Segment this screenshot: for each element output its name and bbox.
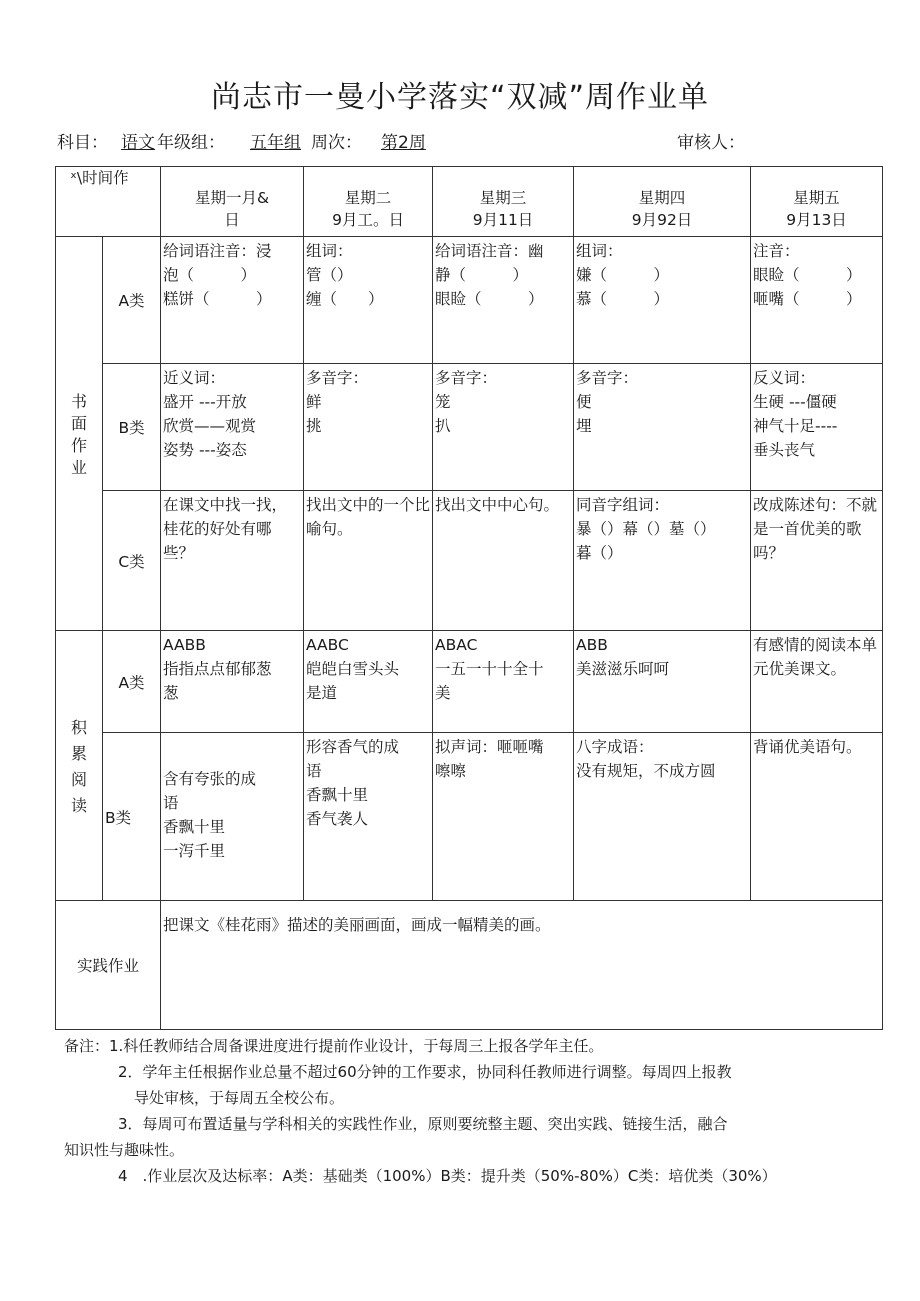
level-label: A类	[103, 631, 161, 733]
cell: 八字成语： 没有规矩，不成方圆	[574, 733, 751, 901]
cell: 给词语注音：浸 泡（ ） 糕饼（ ）	[161, 237, 304, 364]
day-header: 星期一月& 日	[161, 167, 304, 237]
cell: 形容香气的成 语 香飘十里 香气袭人	[304, 733, 433, 901]
practice-cell: 把课文《桂花雨》描述的美丽画面，画成一幅精美的画。	[161, 901, 883, 1030]
level-label: A类	[103, 237, 161, 364]
note-line: 导处审核，于每周五全校公布。	[134, 1089, 345, 1107]
note-line: 4 .作业层次及达标率：A类：基础类（100%）B类：提升类（50%-80%）C类：培优类（30%）	[118, 1167, 777, 1185]
level-label: C类	[103, 491, 161, 631]
cell: AABC 皑皑白雪头头 是道	[304, 631, 433, 733]
day-header: 星期五 9月13日	[751, 167, 883, 237]
homework-table	[55, 166, 883, 1030]
cell: 反义词： 生硬 ---僵硬 神气十足---- 垂头丧气	[751, 364, 883, 491]
cell: AABB 指指点点郁郁葱 葱	[161, 631, 304, 733]
grade-value: 五年组	[250, 133, 301, 153]
cell: 同音字组词： 暴（）幕（）墓（） 暮（）	[574, 491, 751, 631]
section-reading: 积累阅读	[56, 631, 103, 901]
written-c-row	[56, 491, 883, 631]
cell: ABAC 一五一十十全十 美	[433, 631, 574, 733]
header-row	[56, 167, 883, 237]
notes	[64, 1033, 879, 1189]
note-line: 2．学年主任根据作业总量不超过60分钟的工作要求，协同科任教师进行调整。每周四上报教	[118, 1063, 732, 1081]
cell: 注音： 眼睑（ ） 咂嘴（ ）	[751, 237, 883, 364]
cell: 改成陈述句：不就是一首优美的歌吗？	[751, 491, 883, 631]
subject-label: 科目：	[57, 133, 108, 153]
cell: 多音字： 鲜 挑	[304, 364, 433, 491]
practice-row	[56, 901, 883, 1030]
cell: ABB 美滋滋乐呵呵	[574, 631, 751, 733]
reviewer-label: 审核人：	[677, 133, 745, 153]
cell: 多音字： 便 埋	[574, 364, 751, 491]
cell: 找出文中的一个比喻句。	[304, 491, 433, 631]
cell: 近义词： 盛开 ---开放 欣赏——观赏 姿势 ---姿态	[161, 364, 304, 491]
page-title: 尚志市一曼小学落实“双减”周作业单	[210, 80, 710, 115]
note-line: 3．每周可布置适量与学科相关的实践性作业，原则要统整主题、突出实践、链接生活，融合	[118, 1115, 728, 1133]
day-header: 星期二 9月工。日	[304, 167, 433, 237]
written-a-row	[56, 237, 883, 364]
cell: 组词： 管（） 缠（ ）	[304, 237, 433, 364]
cell: 在课文中找一找，桂花的好处有哪些？	[161, 491, 304, 631]
level-label: B类	[103, 733, 161, 901]
level-label: B类	[103, 364, 161, 491]
corner-cell: ˣ\时间作	[56, 167, 161, 237]
written-b-row	[56, 364, 883, 491]
reading-a-row	[56, 631, 883, 733]
day-header: 星期三 9月11日	[433, 167, 574, 237]
section-written: 书面作业	[56, 237, 103, 631]
reading-b-row	[56, 733, 883, 901]
cell: 找出文中中心句。	[433, 491, 574, 631]
cell: 给词语注音：幽 静（ ） 眼睑（ ）	[433, 237, 574, 364]
section-practice: 实践作业	[56, 901, 161, 1030]
week-label: 周次：	[311, 133, 362, 153]
subject-value: 语文	[121, 133, 155, 153]
cell: 背诵优美语句。	[751, 733, 883, 901]
cell: 有感情的阅读本单元优美课文。	[751, 631, 883, 733]
note-line: 备注：1.科任教师结合周备课进度进行提前作业设计，于每周三上报各学年主任。	[64, 1037, 604, 1055]
week-value: 第2周	[381, 133, 426, 153]
day-header: 星期四 9月92日	[574, 167, 751, 237]
note-line: 知识性与趣味性。	[64, 1141, 185, 1159]
cell: 组词： 嫌（ ） 慕（ ）	[574, 237, 751, 364]
cell: 拟声词：咂咂嘴 嚓嚓	[433, 733, 574, 901]
cell: 多音字： 笼 扒	[433, 364, 574, 491]
cell: 含有夸张的成 语 香飘十里 一泻千里	[161, 733, 304, 901]
grade-label: 年级组：	[157, 133, 225, 153]
